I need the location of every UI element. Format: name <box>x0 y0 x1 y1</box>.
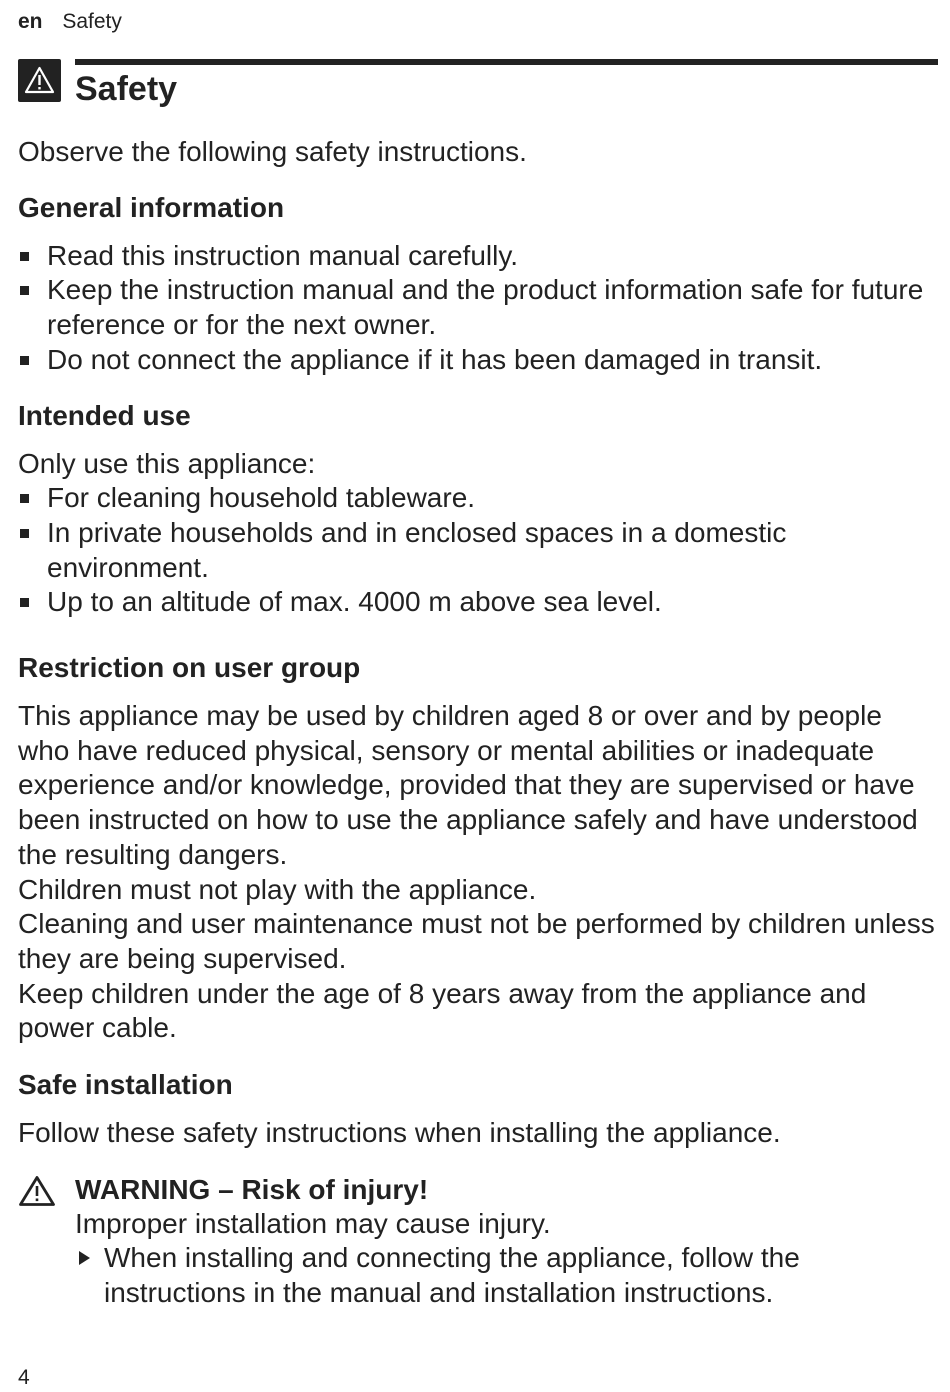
warning-action: When installing and connecting the appliance, follow the instructions in the manual and installation instructions. <box>75 1241 938 1310</box>
action-arrow-icon <box>79 1251 90 1265</box>
list-item: In private households and in enclosed spaces in a domestic environment. <box>18 516 938 585</box>
restriction-paragraph: This appliance may be used by children aged 8 or over and by people who have reduced physical, sensory or mental abilities or inadequate experience and/or knowledge, provided that they are supervised or have been instructed on how to use the appliance safely and have understood the resulting dangers. <box>18 700 918 870</box>
square-bullet-icon <box>20 529 29 538</box>
restriction-heading: Restriction on user group <box>18 652 361 684</box>
square-bullet-icon <box>20 494 29 503</box>
warning-block <box>18 1173 938 1311</box>
intended-use-list <box>18 481 938 620</box>
restriction-paragraph: Cleaning and user maintenance must not be performed by children unless they are being supervised. <box>18 908 935 974</box>
language-code: en <box>18 10 43 33</box>
square-bullet-icon <box>20 252 29 261</box>
list-item: Read this instruction manual carefully. <box>18 239 938 274</box>
safe-installation-intro: Follow these safety instructions when installing the appliance. <box>18 1117 781 1149</box>
restriction-paragraph: Children must not play with the appliance. <box>18 873 537 905</box>
warning-title: WARNING – Risk of injury! <box>75 1173 429 1205</box>
square-bullet-icon <box>20 598 29 607</box>
page-number: 4 <box>18 1366 30 1389</box>
list-item: For cleaning household tableware. <box>18 481 938 516</box>
general-information-heading: General information <box>18 191 285 223</box>
restriction-paragraph: Keep children under the age of 8 years away from the appliance and power cable. <box>18 977 867 1044</box>
intended-use-lead: Only use this appliance: <box>18 447 316 479</box>
page-title: Safety <box>75 70 178 108</box>
restriction-text <box>18 699 938 1046</box>
safe-installation-heading: Safe installation <box>18 1069 233 1101</box>
section-name: Safety <box>62 10 122 33</box>
warning-triangle-icon <box>18 1175 56 1212</box>
page-header <box>18 10 122 34</box>
square-bullet-icon <box>20 286 29 295</box>
intro-text: Observe the following safety instructions. <box>18 136 527 167</box>
warning-triangle-icon <box>18 59 61 102</box>
intended-use-heading: Intended use <box>18 399 191 431</box>
document-body <box>18 135 938 1311</box>
warning-text: Improper installation may cause injury. <box>75 1207 551 1239</box>
list-item: Do not connect the appliance if it has been damaged in transit. <box>18 343 938 378</box>
title-rule <box>75 59 938 65</box>
list-item: Keep the instruction manual and the product information safe for future reference or for the next owner. <box>18 273 938 342</box>
list-item: Up to an altitude of max. 4000 m above sea level. <box>18 585 938 620</box>
square-bullet-icon <box>20 356 29 365</box>
general-information-list <box>18 239 938 378</box>
